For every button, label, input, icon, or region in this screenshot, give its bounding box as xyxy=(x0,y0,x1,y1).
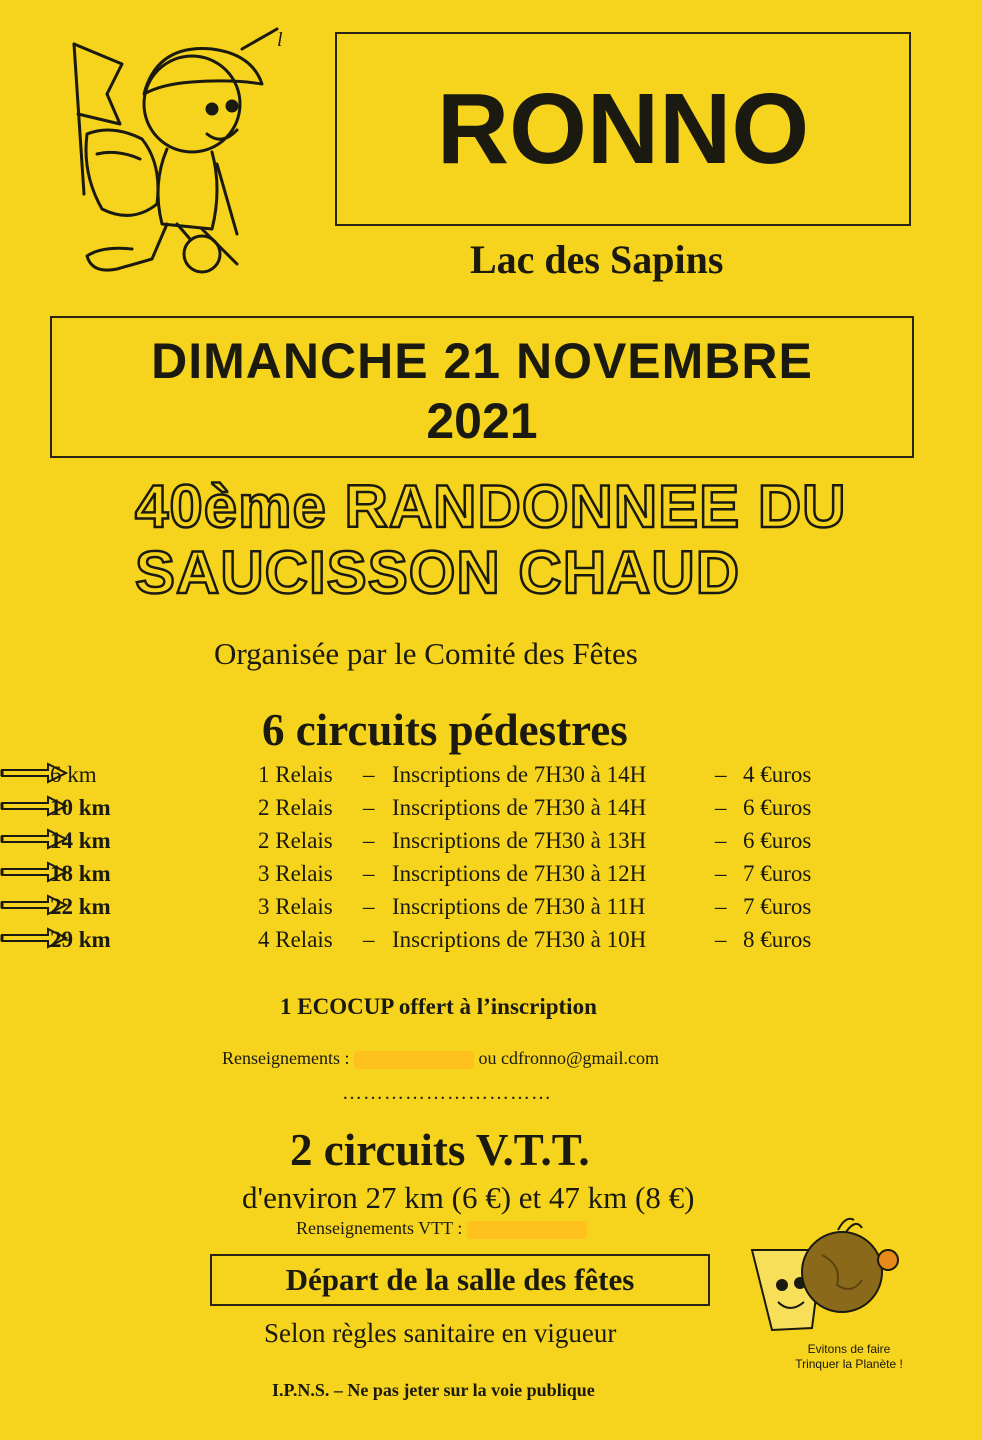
circuit-inscriptions: Inscriptions de 7H30 à 14H xyxy=(392,795,647,820)
departure-text: Départ de la salle des fêtes xyxy=(285,1262,635,1297)
circuit-dash: – xyxy=(715,861,727,886)
ecocup-offer: 1 ECOCUP offert à l’inscription xyxy=(280,994,597,1019)
event-title-line-1: 40ème RANDONNEE DU xyxy=(135,473,847,540)
walks-info xyxy=(222,1048,659,1069)
circuit-distance: 14 km xyxy=(50,828,111,853)
redacted-phone xyxy=(467,1221,587,1239)
circuit-dash: – xyxy=(363,762,375,787)
departure-box xyxy=(210,1254,710,1306)
circuit-inscriptions: Inscriptions de 7H30 à 12H xyxy=(392,861,647,886)
circuit-price: 8 €uros xyxy=(743,927,812,952)
circuit-dash: – xyxy=(363,927,375,952)
circuit-relais: 3 Relais xyxy=(258,861,333,886)
separator-dots: ………………………… xyxy=(342,1082,552,1104)
circuit-dash: – xyxy=(363,795,375,820)
vtt-info xyxy=(296,1218,587,1239)
circuit-price: 4 €uros xyxy=(743,762,812,787)
circuit-dash: – xyxy=(715,894,727,919)
circuit-row xyxy=(0,894,982,927)
hiker-mascot-illustration xyxy=(62,24,302,294)
circuit-row xyxy=(0,927,982,960)
circuit-distance: 18 km xyxy=(50,861,111,886)
redacted-phone xyxy=(354,1051,474,1069)
date-line-1: DIMANCHE 21 NOVEMBRE xyxy=(151,333,813,389)
circuit-distance: 6 km xyxy=(50,762,97,787)
walks-heading: 6 circuits pédestres xyxy=(262,705,628,755)
organizer-text: Organisée par le Comité des Fêtes xyxy=(214,636,638,671)
circuit-inscriptions: Inscriptions de 7H30 à 11H xyxy=(392,894,646,919)
vtt-heading: 2 circuits V.T.T. xyxy=(290,1125,590,1175)
vtt-details: d'environ 27 km (6 €) et 47 km (8 €) xyxy=(242,1180,695,1215)
vtt-info-label: Renseignements VTT : xyxy=(296,1218,463,1238)
event-title-line-2: SAUCISSON CHAUD xyxy=(135,539,741,606)
circuit-distance: 22 km xyxy=(50,894,111,919)
circuit-price: 7 €uros xyxy=(743,894,812,919)
circuit-dash: – xyxy=(363,861,375,886)
circuit-row xyxy=(0,795,982,828)
circuit-relais: 3 Relais xyxy=(258,894,333,919)
circuit-row xyxy=(0,828,982,861)
circuit-price: 6 €uros xyxy=(743,828,812,853)
ecocup-earth-logo xyxy=(742,1210,902,1340)
circuit-dash: – xyxy=(715,795,727,820)
eco-logo-text: Evitons de faire Trinquer la Planète ! xyxy=(795,1342,903,1371)
circuit-dash: – xyxy=(715,927,727,952)
town-title: RONNO xyxy=(436,73,810,185)
circuit-dash: – xyxy=(715,828,727,853)
circuit-distance: 29 km xyxy=(50,927,111,952)
ipns-notice: I.P.N.S. – Ne pas jeter sur la voie publique xyxy=(272,1380,595,1400)
circuit-inscriptions: Inscriptions de 7H30 à 14H xyxy=(392,762,647,787)
circuit-relais: 2 Relais xyxy=(258,795,333,820)
circuit-row xyxy=(0,861,982,894)
circuit-distance: 10 km xyxy=(50,795,111,820)
location-subtitle: Lac des Sapins xyxy=(470,237,724,282)
svg-text:l: l xyxy=(277,29,283,51)
circuit-price: 7 €uros xyxy=(743,861,812,886)
walks-info-label: Renseignements : xyxy=(222,1048,350,1068)
circuit-relais: 2 Relais xyxy=(258,828,333,853)
town-title-box xyxy=(335,32,911,226)
circuit-dash: – xyxy=(715,762,727,787)
circuit-dash: – xyxy=(363,894,375,919)
sanitary-text: Selon règles sanitaire en vigueur xyxy=(264,1318,617,1348)
circuit-relais: 4 Relais xyxy=(258,927,333,952)
circuit-row xyxy=(0,762,982,795)
date-line-2: 2021 xyxy=(426,393,538,449)
circuit-inscriptions: Inscriptions de 7H30 à 10H xyxy=(392,927,647,952)
date-box xyxy=(50,316,914,458)
circuit-inscriptions: Inscriptions de 7H30 à 13H xyxy=(392,828,647,853)
circuit-price: 6 €uros xyxy=(743,795,812,820)
circuit-relais: 1 Relais xyxy=(258,762,333,787)
circuit-dash: – xyxy=(363,828,375,853)
walks-info-email: ou cdfronno@gmail.com xyxy=(478,1048,660,1068)
